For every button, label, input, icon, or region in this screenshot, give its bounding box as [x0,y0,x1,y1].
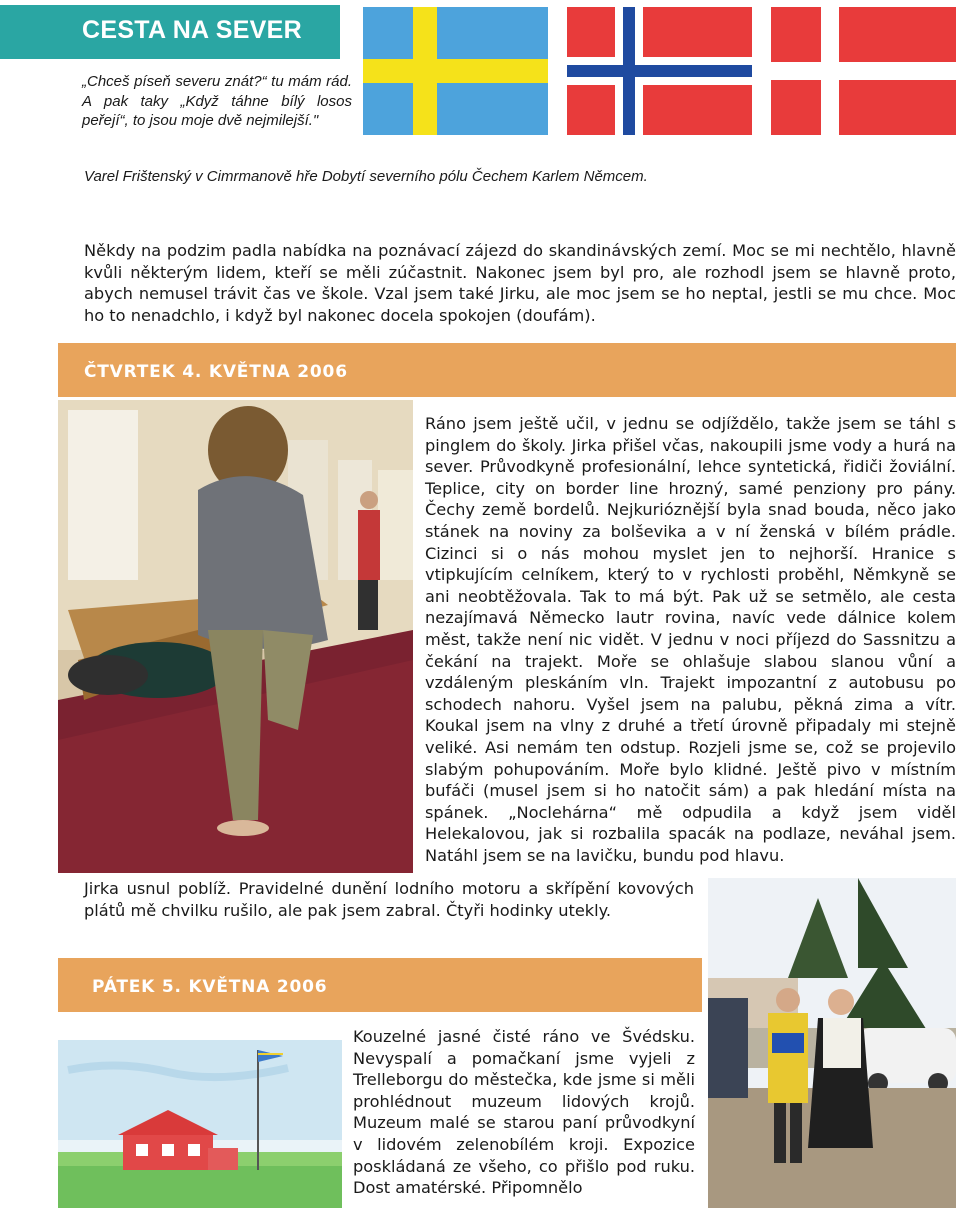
thursday-continuation: Jirka usnul poblíž. Pravidelné dunění lodního motoru a skřípění kovových plátů mě chvilku rušilo, ale pak jsem zabral. Čtyři hodinky utekly. [84,879,694,920]
thursday-paragraph: Ráno jsem ještě učil, v jednu se odjíždělo, takže jsem se táhl s pinglem do školy. Jirka přišel včas, nakoupili jsme vody a hurá na sever. Průvodkyně profesionální, lehce syntetická, řidiči žoviální. Teplice, city on border line hrozný, samé penziony pro pány. Čechy země bordelů. Nejkurióznější byla snad bouda, něco jako stánek na noviny za bolševika a v ní ženská v bílém prádle. Cizinci si o nás mohou myslet jen to nejhorší. Hranice s vtipkujícím celníkem, který to v rychlosti proběhl, Němkyně se ani neobtěžovala. Tak to má být. Pak už se setmělo, ale cesta nezajímavá Německo lautr rovina, navíc vede dálnice kolem měst, takže není nic vidět. V jednu v noci příjezd do Sassnitzu a čekání na trajekt. Moře se ohlašuje slabou slanou vůní a vzdáleným pleskáním vln. Trajekt impozantní z autobusu po schodech nahoru. Vyšel jsem na palubu, pěkná zima a vítr. Koukal jsem na vlny z druhé a třetí úrovně připadaly mi stejně veliké. Asi nemám ten odstup. Rozjeli jsme se, což se projevilo slabým pohupováním. Moře bylo klidné. Ještě pivo v místním bufáči (musel jsem si ho natočit sám) a pak hledání místa na spánek. „Noclehárna“ mě odpudila a když jsem viděl Helekalovou, jak si rozbalila spacák na podlaze, neváhal jsem. Natáhl jsem se na lavičku, bundu pod hlavu. [425,414,956,865]
denmark-flag [771,7,956,135]
section-heading-thursday: ČTVRTEK 4. KVĚTNA 2006 [84,362,348,382]
quote-attribution: Varel Frištenský v Cimrmanově hře Dobytí severního pólu Čechem Karlem Němcem. [84,168,648,185]
group-outdoor-photo [708,878,956,1208]
house-drawing [58,1040,342,1208]
page-title: CESTA NA SEVER [82,16,302,44]
intro-paragraph: Někdy na podzim padla nabídka na poznávací zájezd do skandinávských zemí. Moc se mi nechtělo, hlavně kvůli některým lidem, kteří se měli zúčastnit. Nakonec jsem byl pro, ale rozhodl jsem se hlavně proto, abych nemusel trávit čas ve škole. Vzal jsem také Jirku, ale moc jsem se ho neptal, jestli se mu chce. Moc ho to nenadchlo, i když byl nakonec docela spokojen (doufám). [84,241,956,325]
ferry-interior-photo [58,400,413,873]
section-heading-friday: PÁTEK 5. KVĚTNA 2006 [92,977,328,997]
quote-text: „Chceš píseň severu znát?“ tu mám rád. A pak taky „Když táhne bílý losos peřejí“, to jsou moje dvě nejmilejší." [82,73,352,129]
friday-paragraph: Kouzelné jasné čisté ráno ve Švédsku. Nevyspalí a pomačkaní jsme vyjeli z Trelleborgu do městečka, kde jsme si měli prohlédnout muzeum lidových krojů. Muzeum malé se starou paní průvodkyní v lidovém zelenobílém kroji. Expozice poskládaná ze všeho, co přišlo pod ruku. Dost amatérské. Připomnělo [353,1027,695,1198]
sweden-flag [363,7,548,135]
norway-flag [567,7,752,135]
